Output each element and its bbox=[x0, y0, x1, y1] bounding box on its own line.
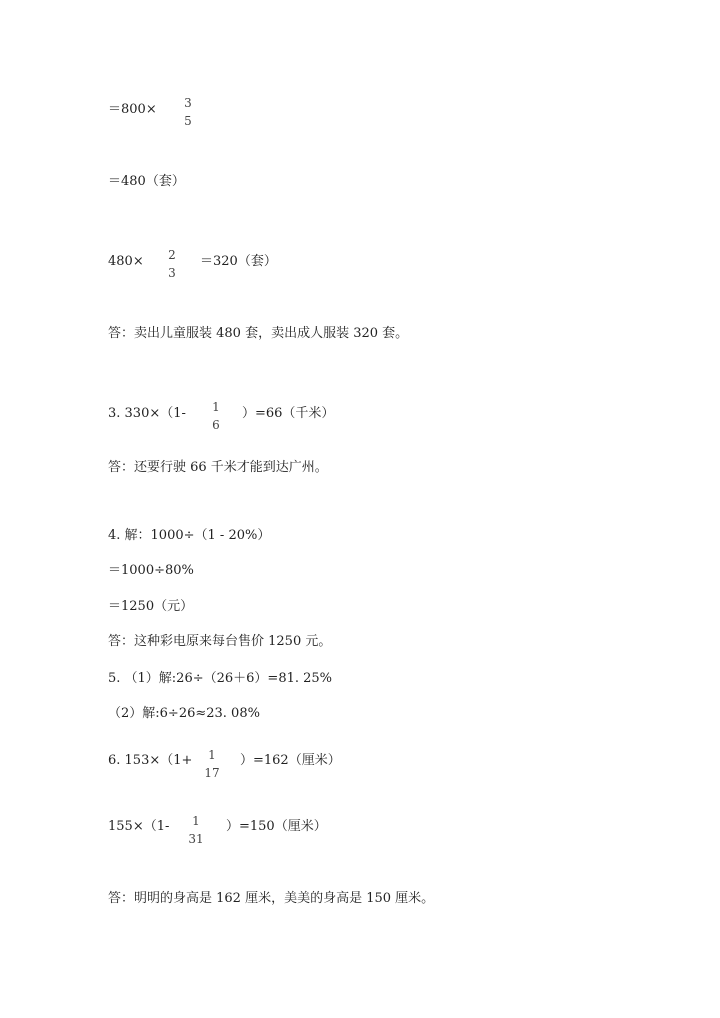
calc-line-9 bbox=[108, 599, 193, 615]
denominator: 6 bbox=[212, 418, 220, 432]
calc-text: ＝1250（元） bbox=[108, 599, 194, 614]
answer-text: 答：卖出儿童服装 480 套，卖出成人服装 320 套。 bbox=[108, 326, 409, 341]
denominator: 17 bbox=[204, 766, 220, 780]
answer-text: 答：这种彩电原来每台售价 1250 元。 bbox=[108, 634, 332, 649]
calc-line-14 bbox=[108, 819, 169, 835]
calc-text: 155×（1- bbox=[108, 819, 170, 834]
calc-line-13 bbox=[108, 753, 192, 769]
calc-line-3 bbox=[108, 254, 144, 270]
answer-text: 答：明明的身高是 162 厘米，美美的身高是 150 厘米。 bbox=[108, 891, 435, 906]
answer-line-1 bbox=[108, 326, 408, 342]
calc-result: ）=162（厘米） bbox=[240, 753, 341, 768]
calc-text: （2）解:6÷26≈23. 08% bbox=[108, 706, 260, 721]
calc-text: 3. 330×（1- bbox=[108, 406, 186, 421]
calc-result: ＝320（套） bbox=[200, 254, 277, 269]
calc-line-12 bbox=[108, 706, 260, 722]
numerator: 1 bbox=[208, 748, 216, 762]
fraction-2-3 bbox=[162, 248, 182, 280]
calc-line-8 bbox=[108, 563, 194, 579]
calc-text: 480× bbox=[108, 254, 144, 269]
answer-text: 答：还要行驶 66 千米才能到达广州。 bbox=[108, 460, 328, 475]
calc-result: ）=150（厘米） bbox=[226, 819, 327, 834]
calc-text: 6. 153×（1+ bbox=[108, 753, 193, 768]
calc-text: ＝800× bbox=[108, 102, 157, 117]
calc-result: ）=66（千米） bbox=[242, 406, 335, 421]
calc-line-5 bbox=[108, 406, 186, 422]
calc-text: ＝480（套） bbox=[108, 174, 185, 189]
answer-line-2 bbox=[108, 460, 328, 476]
denominator: 3 bbox=[168, 266, 176, 280]
numerator: 3 bbox=[184, 96, 192, 110]
calc-line-11 bbox=[108, 671, 332, 687]
calc-text: ＝1000÷80% bbox=[108, 563, 194, 578]
calc-text: 4. 解：1000÷（1 - 20%） bbox=[108, 528, 271, 543]
fraction-1-31 bbox=[186, 814, 206, 846]
calc-text: 5. （1）解:26÷（26＋6）=81. 25% bbox=[108, 671, 333, 686]
denominator: 5 bbox=[184, 114, 192, 128]
numerator: 1 bbox=[212, 400, 220, 414]
calc-line-1 bbox=[108, 102, 157, 118]
answer-line-4 bbox=[108, 891, 434, 907]
calc-line-7 bbox=[108, 528, 270, 544]
fraction-1-6 bbox=[206, 400, 226, 432]
fraction-1-17 bbox=[202, 748, 222, 780]
calc-line-2 bbox=[108, 174, 185, 190]
denominator: 31 bbox=[188, 832, 204, 846]
numerator: 2 bbox=[168, 248, 176, 262]
numerator: 1 bbox=[192, 814, 200, 828]
answer-line-3 bbox=[108, 634, 331, 650]
fraction-3-5 bbox=[178, 96, 198, 128]
